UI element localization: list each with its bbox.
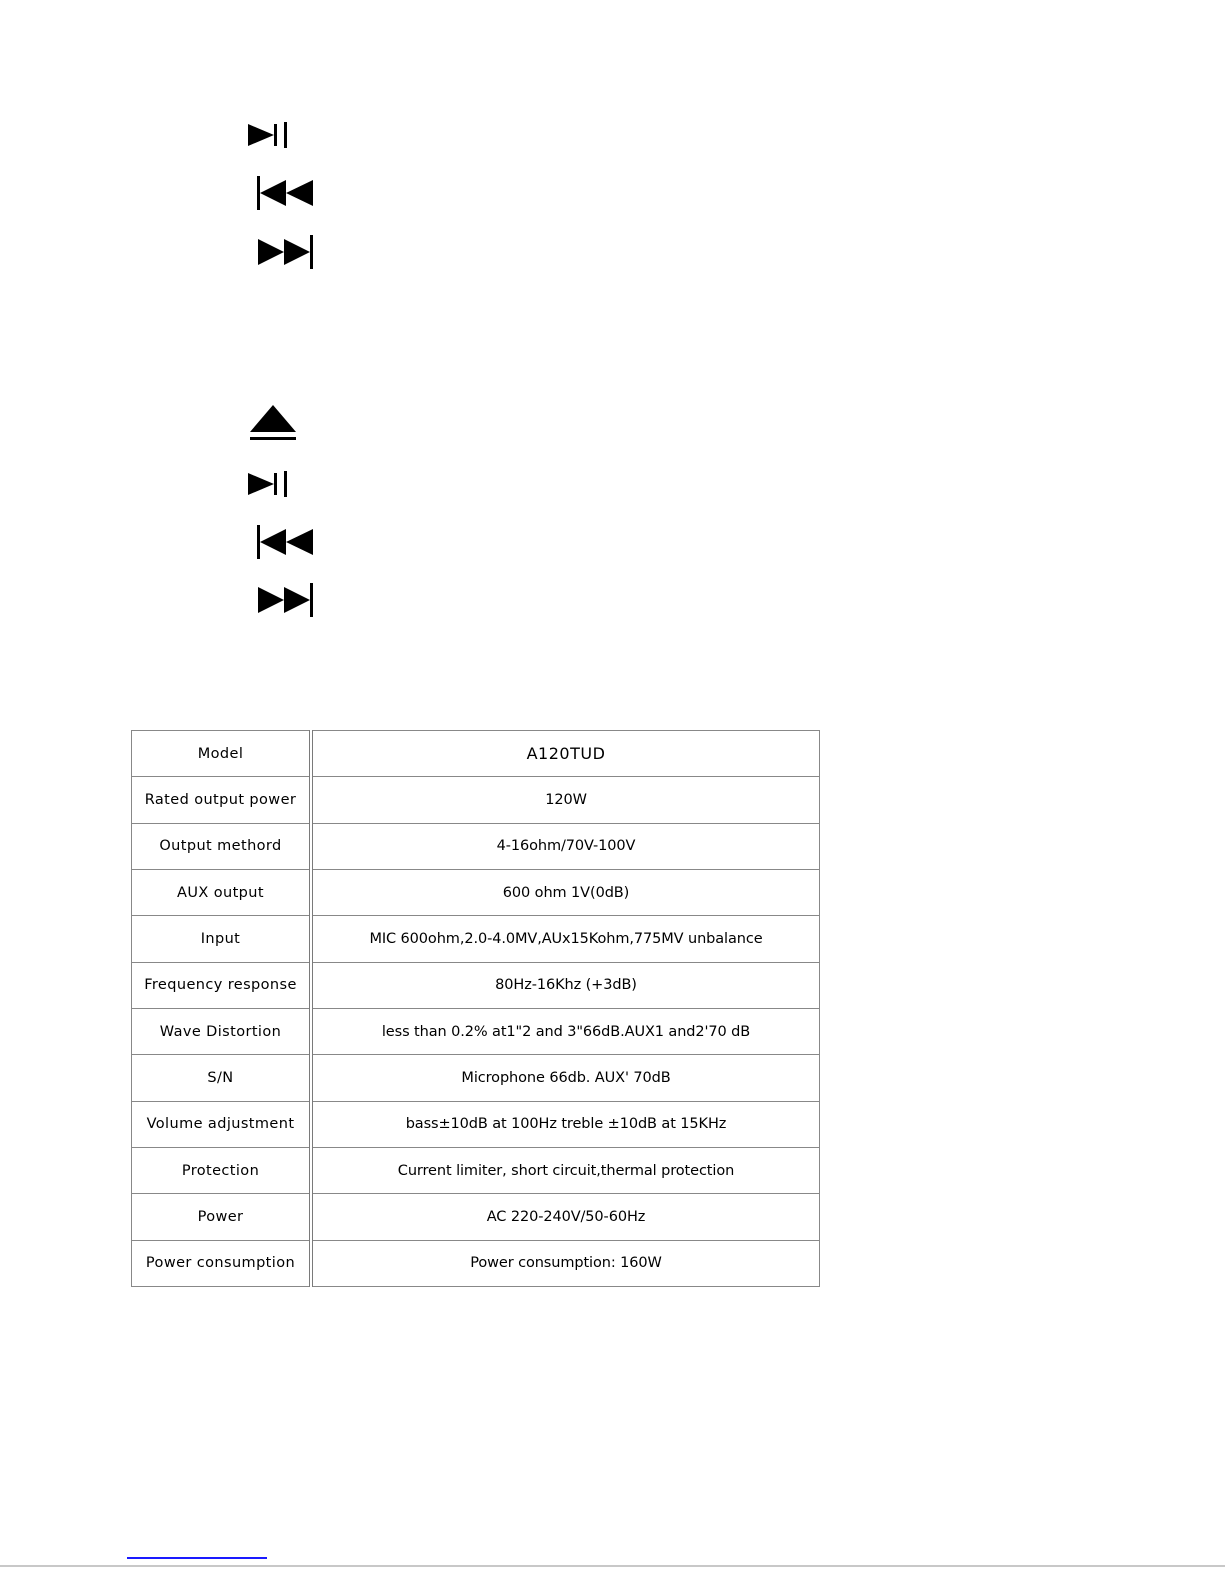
spec-label: Frequency response: [132, 962, 312, 1008]
spec-label: S/N: [132, 1055, 312, 1101]
spec-label: Power: [132, 1194, 312, 1240]
spec-value: MIC 600ohm,2.0-4.0MV,AUx15Kohm,775MV unbalance: [311, 916, 820, 962]
spec-value: 4-16ohm/70V-100V: [311, 823, 820, 869]
spec-label: AUX output: [132, 869, 312, 915]
next-track-icon: [256, 583, 316, 617]
table-row: [132, 1101, 820, 1147]
spec-label: Model: [132, 731, 312, 777]
footer-divider: [0, 1565, 1225, 1567]
table-row: [132, 1240, 820, 1286]
spec-label: Input: [132, 916, 312, 962]
table-row: [132, 1055, 820, 1101]
table-row: [132, 1194, 820, 1240]
spec-label: Power consumption: [132, 1240, 312, 1286]
previous-track-icon: [256, 176, 316, 210]
previous-track-icon: [256, 525, 316, 559]
spec-value: Microphone 66db. AUX' 70dB: [311, 1055, 820, 1101]
table-row: [132, 731, 820, 777]
spec-value: 120W: [311, 777, 820, 823]
spec-label: Rated output power: [132, 777, 312, 823]
spec-label: Wave Distortion: [132, 1008, 312, 1054]
spec-value: 80Hz-16Khz (+3dB): [311, 962, 820, 1008]
spec-value: Power consumption: 160W: [311, 1240, 820, 1286]
table-row: [132, 823, 820, 869]
play-pause-icon: [246, 470, 302, 498]
specifications-table: [131, 730, 820, 1287]
spec-label: Protection: [132, 1147, 312, 1193]
table-row: [132, 962, 820, 1008]
spec-value: 600 ohm 1V(0dB): [311, 869, 820, 915]
spec-label: Output methord: [132, 823, 312, 869]
table-row: [132, 1147, 820, 1193]
spec-value: less than 0.2% at1"2 and 3"66dB.AUX1 and2'70 dB: [311, 1008, 820, 1054]
play-pause-icon: [246, 121, 302, 149]
table-row: [132, 869, 820, 915]
table-row: [132, 916, 820, 962]
table-row: [132, 777, 820, 823]
spec-value: A120TUD: [311, 731, 820, 777]
table-row: [132, 1008, 820, 1054]
spec-value: AC 220-240V/50-60Hz: [311, 1194, 820, 1240]
next-track-icon: [256, 235, 316, 269]
spec-value: bass±10dB at 100Hz treble ±10dB at 15KHz: [311, 1101, 820, 1147]
eject-icon: [247, 404, 299, 446]
spec-label: Volume adjustment: [132, 1101, 312, 1147]
footer-link-underline: [127, 1557, 267, 1559]
spec-value: Current limiter, short circuit,thermal protection: [311, 1147, 820, 1193]
